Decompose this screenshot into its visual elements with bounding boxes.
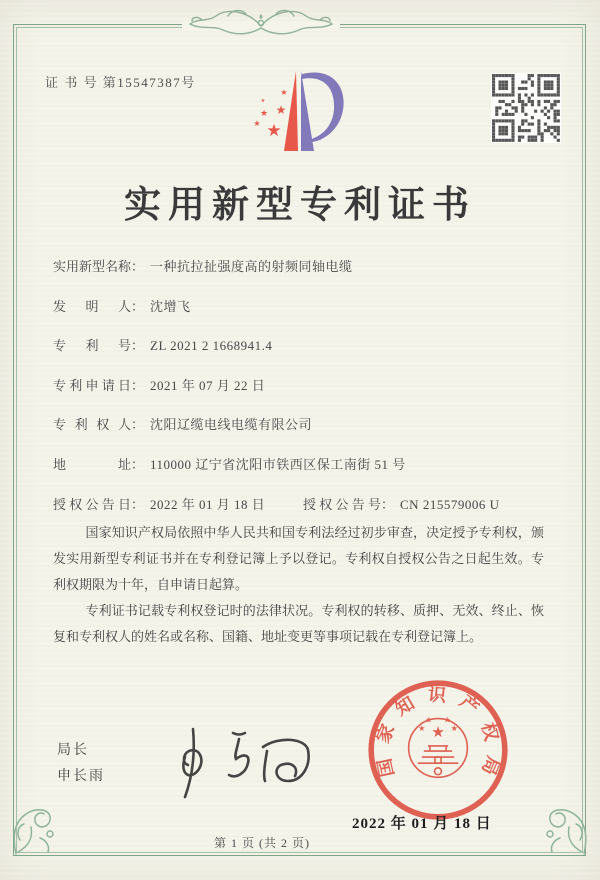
- field-label: 专利权人: [53, 417, 131, 433]
- field-value: 一种抗拉扯强度高的射频同轴电缆: [150, 259, 353, 274]
- field-value: 沈增飞: [150, 298, 191, 314]
- svg-text:★: ★: [418, 722, 426, 733]
- corner-ornament-icon: [538, 794, 594, 856]
- official-seal: [357, 669, 519, 831]
- svg-text:★: ★: [425, 714, 433, 725]
- field-row-inventor: [53, 296, 553, 336]
- field-colon: ：: [131, 456, 145, 472]
- logo-stars-icon: [253, 88, 287, 141]
- cnipa-logo: [238, 64, 356, 158]
- field-value: ZL 2021 2 1668941.4: [150, 338, 273, 354]
- field-row-patent-number: [53, 335, 553, 375]
- field-label: 发明人: [53, 298, 131, 314]
- svg-text:★: ★: [275, 103, 287, 117]
- field-colon: ：: [131, 377, 145, 393]
- field-value: 沈阳辽缆电线电缆有限公司: [150, 417, 313, 433]
- svg-text:★: ★: [260, 98, 266, 104]
- seal-text: 国家知识产权局: [371, 684, 505, 790]
- svg-text:★: ★: [450, 722, 458, 733]
- svg-text:★: ★: [259, 109, 269, 119]
- field-label: 授权公告日: [53, 496, 131, 512]
- page-number: 第 1 页 (共 2 页): [214, 836, 310, 850]
- logo-p-icon: [284, 71, 344, 151]
- svg-text:★: ★: [266, 121, 282, 141]
- field-row-name: [53, 256, 553, 296]
- svg-text:★: ★: [280, 88, 288, 97]
- qr-code: [491, 73, 561, 143]
- field-colon: ：: [381, 496, 395, 512]
- corner-ornament-icon: [6, 794, 62, 856]
- field-colon: ：: [131, 496, 145, 512]
- field-grant-number: [303, 494, 499, 513]
- field-label: 专利号: [53, 338, 131, 354]
- national-emblem-icon: [409, 715, 468, 778]
- svg-text:★: ★: [253, 119, 261, 128]
- field-value: 2021 年 07 月 22 日: [150, 377, 266, 393]
- field-colon: ：: [131, 298, 145, 314]
- certificate-title: 实用新型专利证书: [124, 185, 476, 226]
- field-label: 地址: [53, 456, 131, 472]
- issue-date: 2022 年 01 月 18 日: [352, 816, 492, 832]
- field-label: 实用新型名称: [53, 259, 132, 274]
- top-ornament-icon: [168, 2, 354, 48]
- signer-name: 申长雨: [57, 769, 105, 784]
- field-row-address: [53, 454, 553, 494]
- legal-paragraph-1: 国家知识产权局依照中华人民共和国专利法经过初步审查，决定授予专利权，颁发实用新型专利证书并在专利登记簿上予以登记。专利权自授权公告之日起生效。专利权期限为十年，自申请日起算。: [53, 525, 544, 592]
- field-value: 2022 年 01 月 18 日: [150, 496, 266, 512]
- signer-block: [57, 738, 105, 790]
- field-colon: ：: [131, 338, 145, 354]
- signer-title: 局长: [57, 743, 89, 758]
- svg-text:★: ★: [431, 722, 445, 741]
- svg-text:★: ★: [443, 714, 451, 725]
- field-colon: ：: [131, 417, 145, 433]
- field-value: 110000 辽宁省沈阳市铁西区保工南街 51 号: [150, 456, 406, 472]
- fields-block: [53, 256, 553, 533]
- field-label: 专利申请日: [53, 377, 131, 393]
- legal-text: [53, 520, 544, 650]
- certificate-number: 证 书 号 第15547387号: [45, 75, 196, 90]
- field-row-patentee: [53, 414, 553, 454]
- legal-paragraph-2: 专利证书记载专利权登记时的法律状况。专利权的转移、质押、无效、终止、恢复和专利权人的姓名或名称、国籍、地址变更等事项记载在专利登记簿上。: [53, 603, 544, 644]
- field-value: CN 215579006 U: [400, 496, 500, 512]
- signature-graphic: [155, 723, 323, 805]
- field-row-filing-date: [53, 375, 553, 415]
- field-label: 授权公告号: [303, 496, 381, 512]
- field-colon: ：: [131, 259, 145, 274]
